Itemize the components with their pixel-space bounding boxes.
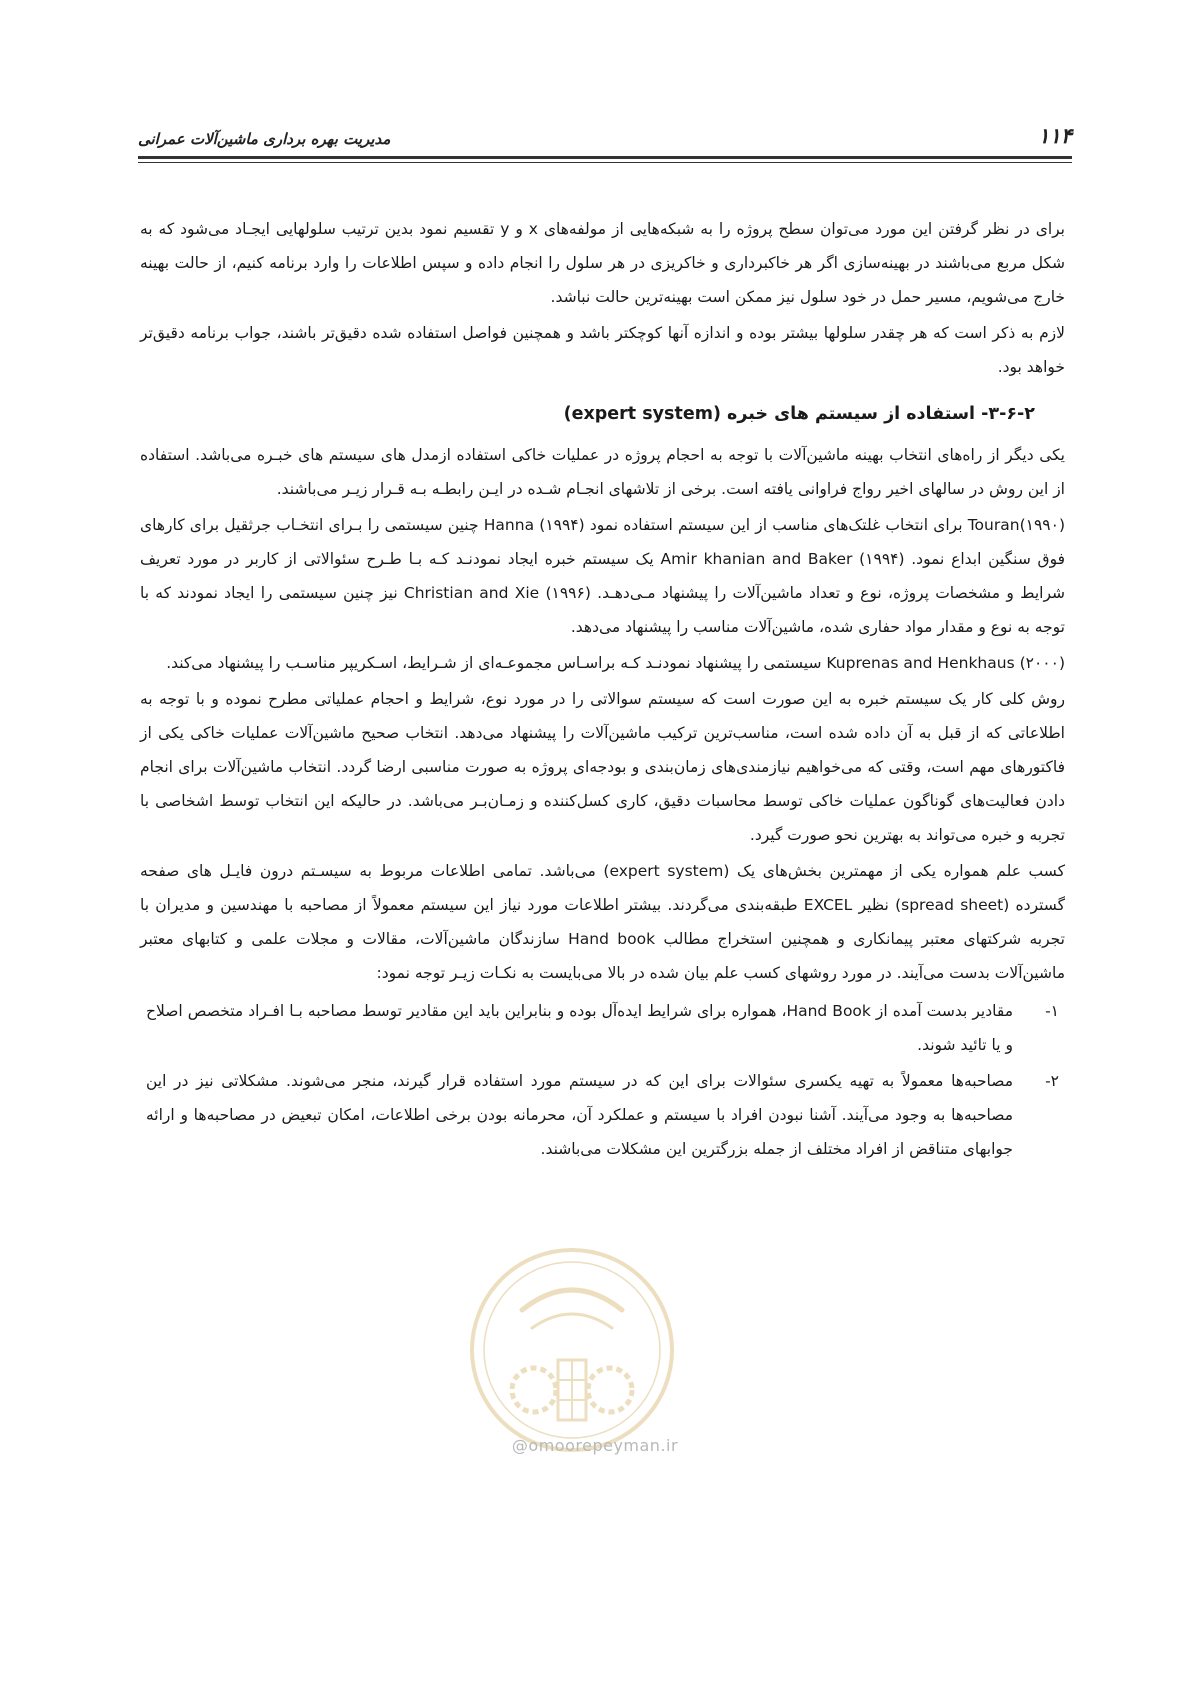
watermark-logo-icon	[462, 1240, 682, 1460]
numbered-list	[140, 994, 1065, 1166]
page-header	[138, 118, 1072, 158]
section-heading: ۳-۶-۲- استفاده از سیستم های خبره (expert system)	[563, 404, 1035, 424]
paragraph: (۱۹۹۰)Touran برای انتخاب غلتک‌های مناسب از این سیستم استفاده نمود (۱۹۹۴) Hanna چنین سیستمی را بـرای انتخـاب جرثقیل برای کارهای فوق سنگین ابداع نمود. (۱۹۹۴) Amir khanian and Baker یک سیستم خبره ایجاد نمودنـد کـه بـا طـرح سئوالاتی از کاربر در مورد تعریف شرایط و مشخصات پروژه، نوع و تعداد ماشین‌آلات را پیشنهاد مـی‌دهـد. (۱۹۹۶) Christian and Xie نیز چنین سیستمی را ایجاد نمودند که با توجه به نوع و مقدار مواد حفاری شده، ماشین‌آلات مناسب را پیشنهاد می‌دهد.	[140, 516, 1065, 636]
running-title: مدیریت بهره برداری ماشین‌آلات عمرانی	[138, 130, 391, 148]
list-item-text: مصاحبه‌ها معمولاً به تهیه یکسری سئوالات برای این که در سیستم مورد استفاده قرار گیرند، منجر می‌شوند. مشکلاتی نیز در این مصاحبه‌ها به وجود می‌آیند. آشنا نبودن افراد با سیستم و عملکرد آن، محرمانه بودن برخی اطلاعات، امکان تبعیض در مصاحبه‌ها و ارائه جوابهای متناقض از افراد مختلف از جمله بزرگترین این مشکلات می‌باشند.	[146, 1072, 1013, 1158]
paragraph: (۲۰۰۰) Kuprenas and Henkhaus سیستمی را پیشنهاد نمودنـد کـه براسـاس مجموعـه‌ای از شـرایط، اسـکریپر مناسـب را پیشنهاد می‌کند.	[166, 654, 1065, 672]
paragraph: روش کلی کار یک سیستم خبره به این صورت است که سیستم سوالاتی را در مورد نوع، شرایط و احجام عملیاتی مطرح نموده و با توجه به اطلاعاتی که از قبل به آن داده شده است، مناسب‌ترین ترکیب ماشین‌آلات را پیشنهاد می‌دهد. انتخاب صحیح ماشین‌آلات عملیات خاکی یکی از فاکتورهای مهم است، وقتی که می‌خواهیم نیازمندی‌های زمان‌بندی و بودجه‌ای پروژه به صورت مناسبی ارضا گردد. انتخاب ماشین‌آلات برای انجام دادن فعالیت‌های گوناگون عملیات خاکی توسط محاسبات دقیق، کاری کسل‌کننده و زمـان‌بـر می‌باشد. در حالیکه این انتخاب توسط اشخاصی با تجربه و خبره می‌تواند به بهترین نحو صورت گیرد.	[140, 690, 1065, 844]
list-item-number: ۱-	[1045, 1002, 1059, 1020]
list-item-text: مقادیر بدست آمده از Hand Book، همواره برای شرایط ایده‌آل بوده و بنابراین باید این مقادیر توسط مصاحبه بـا افـراد متخصص اصلاح و یا تائید شوند.	[146, 1002, 1013, 1054]
page-body	[140, 212, 1065, 1168]
header-rule-thin	[138, 162, 1072, 163]
list-item-number: ۲-	[1045, 1072, 1059, 1090]
watermark-url: @omoorepeyman.ir	[511, 1436, 679, 1455]
paragraph: کسب علم همواره یکی از مهمترین بخش‌های یک (expert system) می‌باشد. تمامی اطلاعات مربوط به سیسـتم درون فایـل های صفحه گسترده (spread sheet) نظیر EXCEL طبقه‌بندی می‌گردند. بیشتر اطلاعات مورد نیاز این سیستم معمولاً از مصاحبه با مهندسین و مدیران با تجربه شرکتهای معتبر پیمانکاری و همچنین استخراج مطالب Hand book سازندگان ماشین‌آلات، مقالات و مجلات علمی و کتابهای معتبر ماشین‌آلات بدست می‌آیند. در مورد روشهای کسب علم بیان شده در بالا می‌بایست به نکـات زیـر توجه نمود:	[140, 862, 1066, 982]
paragraph: برای در نظر گرفتن این مورد می‌توان سطح پروژه را به شبکه‌هایی از مولفه‌های x و y تقسیم نمود بدین ترتیب سلولهایی ایجـاد می‌شود که به شکل مربع می‌باشند در بهینه‌سازی اگر هر خاکبرداری و خاکریزی در هر سلول را انجام داده و سپس اطلاعات را وارد برنامه کنیم، از حالت بهینه خارج می‌شویم، مسیر حمل در خود سلول نیز ممکن است بهینه‌ترین حالت نباشد.	[140, 220, 1065, 306]
page-number: ۱۱۴	[1038, 124, 1072, 148]
paragraph: یکی دیگر از راه‌های انتخاب بهینه ماشین‌آلات با توجه به احجام پروژه در عملیات خاکی استفاده ازمدل های سیستم های خبـره می‌باشد. استفاده از این روش در سالهای اخیر رواج فراوانی یافته است. برخی از تلاشهای انجـام شـده در ایـن رابطـه بـه قـرار زیـر می‌باشند.	[140, 446, 1065, 498]
header-rule-thick	[138, 156, 1072, 159]
paragraph: لازم به ذکر است که هر چقدر سلولها بیشتر بوده و اندازه آنها کوچکتر باشد و همچنین فواصل استفاده شده دقیق‌تر باشند، جواب برنامه دقیق‌تر خواهد بود.	[140, 324, 1065, 376]
list-item	[140, 994, 1065, 1062]
list-item	[140, 1064, 1065, 1166]
